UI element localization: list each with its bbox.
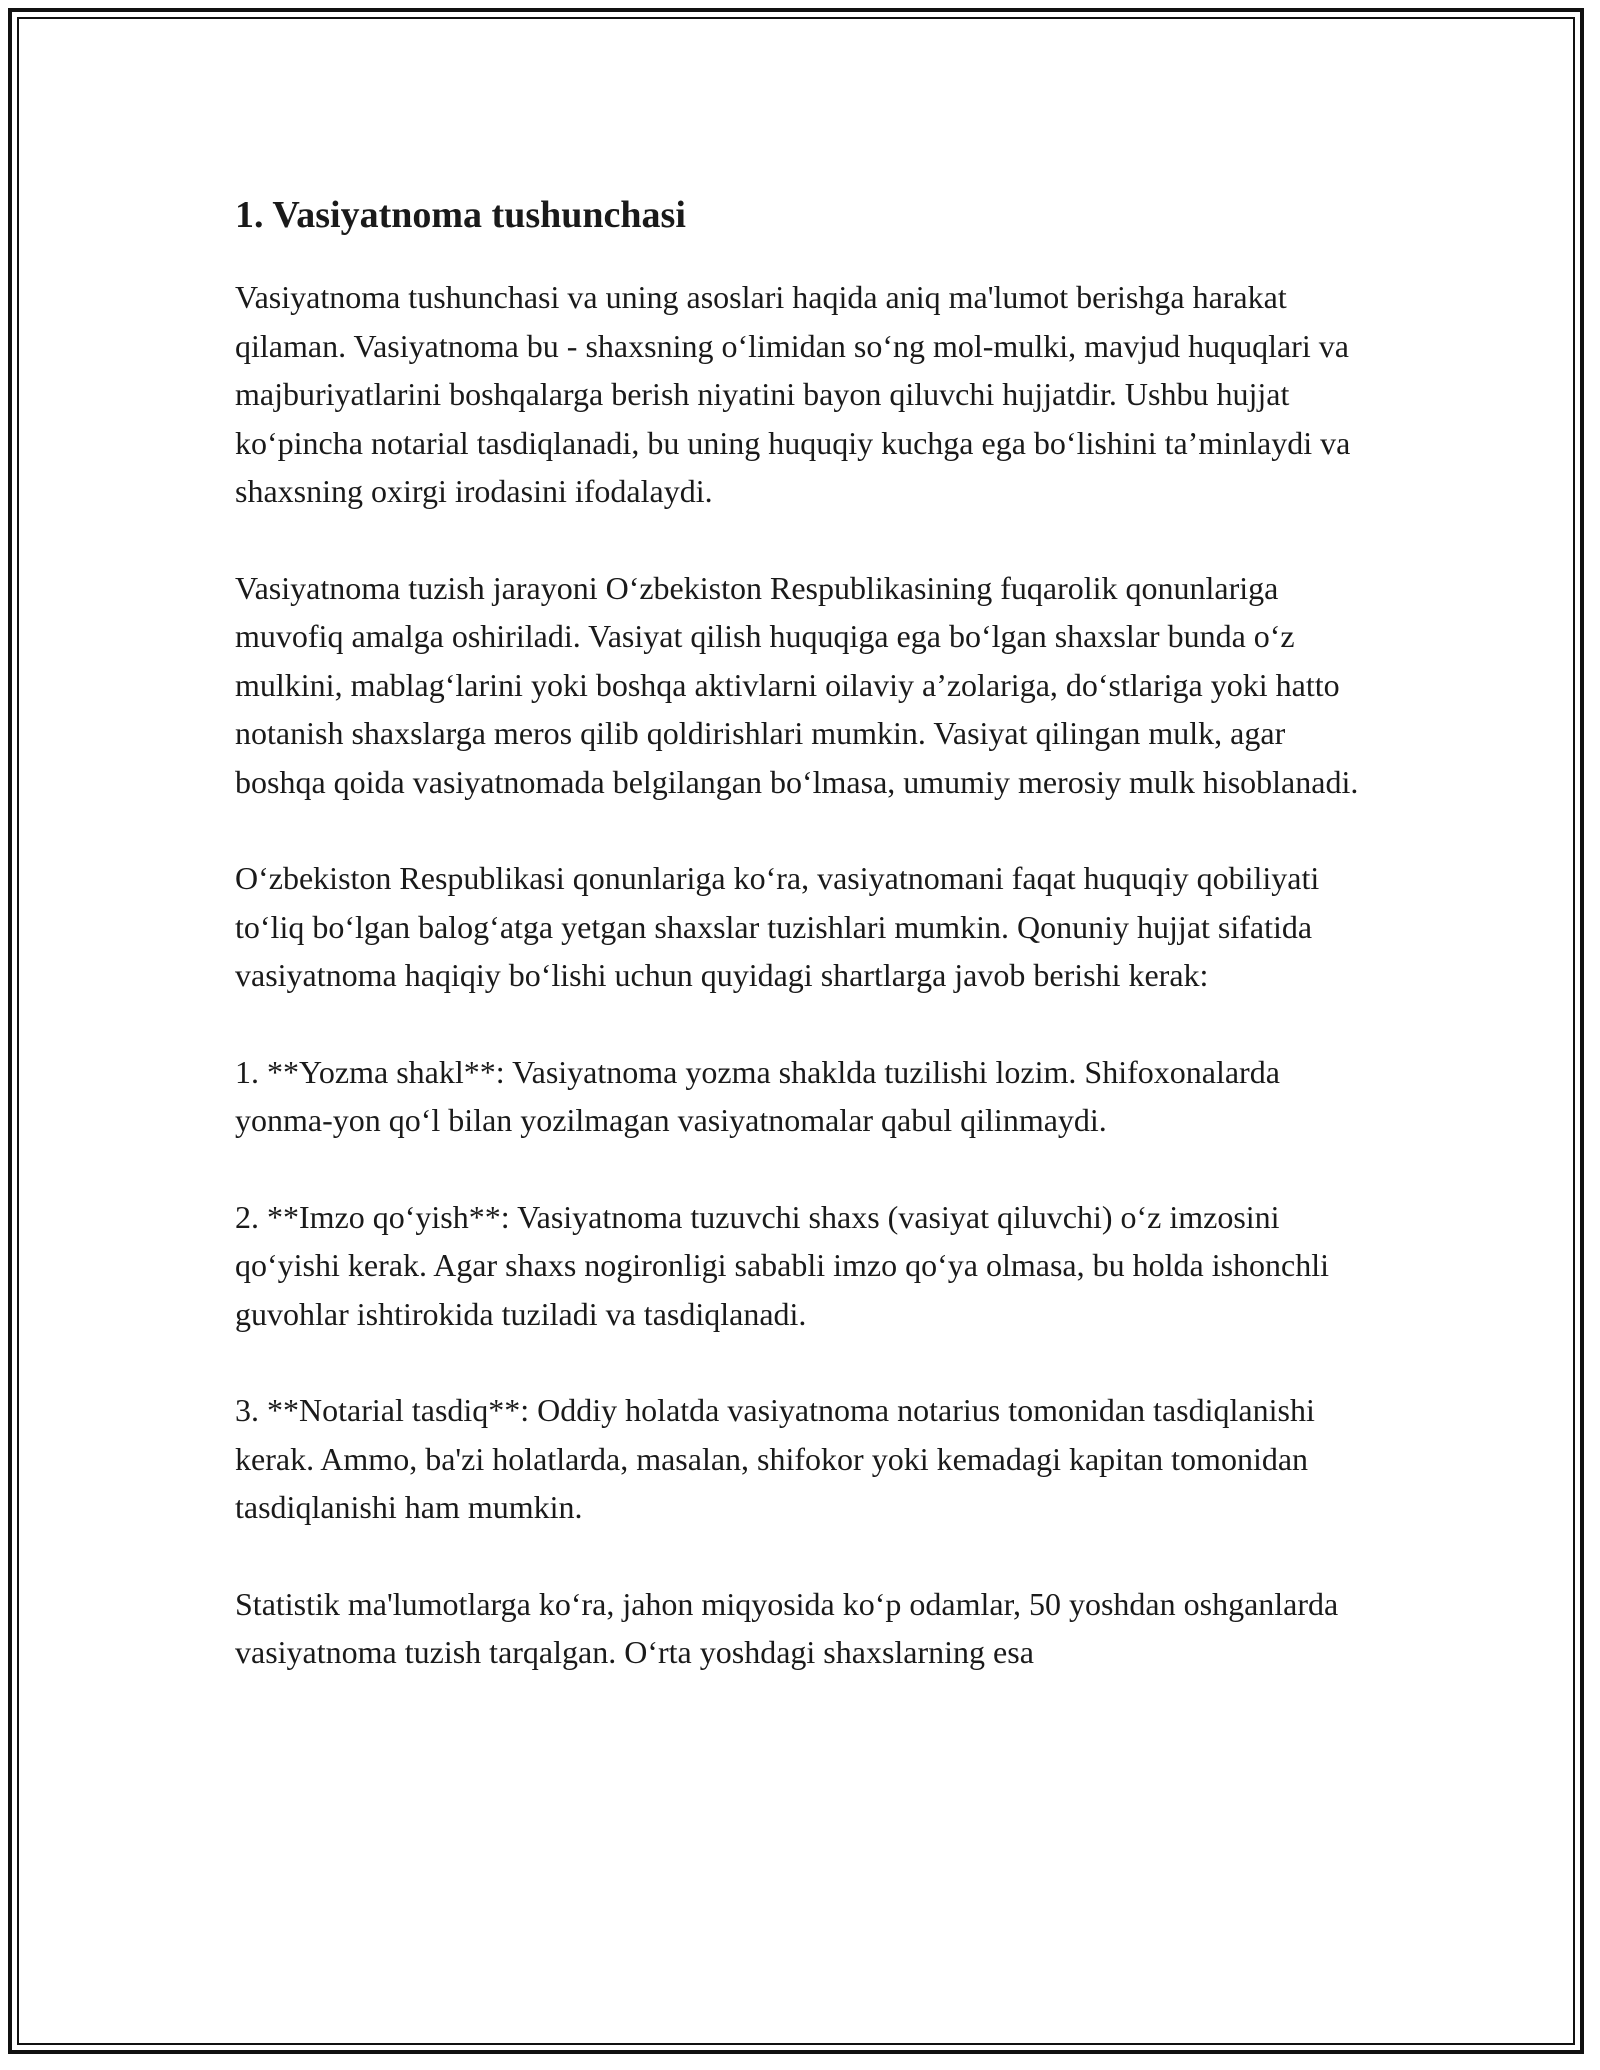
document-body [235,185,1375,1725]
paragraph-statistics: Statistik ma'lumotlarga ko‘ra, jahon miqyosida ko‘p odamlar, 50 yoshdan oshganlarda vasiyatnoma tuzish tarqalgan. O‘rta yoshdagi shaxslarning esa [235,1585,1339,1670]
paragraph-notarial: 3. **Notarial tasdiq**: Oddiy holatda vasiyatnoma notarius tomonidan tasdiqlanishi kerak. Ammo, ba'zi holatlarda, masalan, shifokor yoki kemadagi kapitan tomonidan tasdiqlanishi ham mumkin. [235,1392,1315,1525]
paragraph-definition: Vasiyatnoma tushunchasi va uning asoslari haqida aniq ma'lumot berishga harakat qilaman. Vasiyatnoma bu - shaxsning o‘limidan so‘ng mol-mulki, mavjud huquqlari va majburiyatlarini boshqalarga berish niyatini bayon qiluvchi hujjatdir. Ushbu hujjat ko‘pincha notarial tasdiqlanadi, bu uning huquqiy kuchga ega bo‘lishini ta’minlaydi va shaxsning oxirgi irodasini ifodalaydi. [235,279,1351,509]
paragraph-signature: 2. **Imzo qo‘yish**: Vasiyatnoma tuzuvchi shaxs (vasiyat qiluvchi) o‘z imzosini qo‘yishi kerak. Agar shaxs nogironligi sababli imzo qo‘ya olmasa, bu holda ishonchli guvohlar ishtirokida tuziladi va tasdiqlanadi. [235,1198,1330,1332]
paragraph-process: Vasiyatnoma tuzish jarayoni O‘zbekiston Respublikasining fuqarolik qonunlariga muvofiq amalga oshiriladi. Vasiyat qilish huquqiga ega bo‘lgan shaxslar bunda o‘z mulkini, mablag‘larini yoki boshqa aktivlarni oilaviy a’zolariga, do‘stlariga yoki hatto notanish shaxslarga meros qilib qoldirishlari mumkin. Vasiyat qilingan mulk, agar boshqa qoida vasiyatnomada belgilangan bo‘lmasa, umumiy merosiy mulk hisoblanadi. [235,569,1359,800]
paragraph-written-form: 1. **Yozma shakl**: Vasiyatnoma yozma shaklda tuzilishi lozim. Shifoxonalarda yonma-yon qo‘l bilan yozilmagan vasiyatnomalar qabul qilinmaydi. [235,1053,1280,1138]
section-heading: 1. Vasiyatnoma tushunchasi [235,194,686,236]
paragraph-requirements: O‘zbekiston Respublikasi qonunlariga ko‘ra, vasiyatnomani faqat huquqiy qobiliyati to‘liq bo‘lgan balog‘atga yetgan shaxslar tuzishlari mumkin. Qonuniy hujjat sifatida vasiyatnoma haqiqiy bo‘lishi uchun quyidagi shartlarga javob berishi kerak: [235,860,1320,993]
